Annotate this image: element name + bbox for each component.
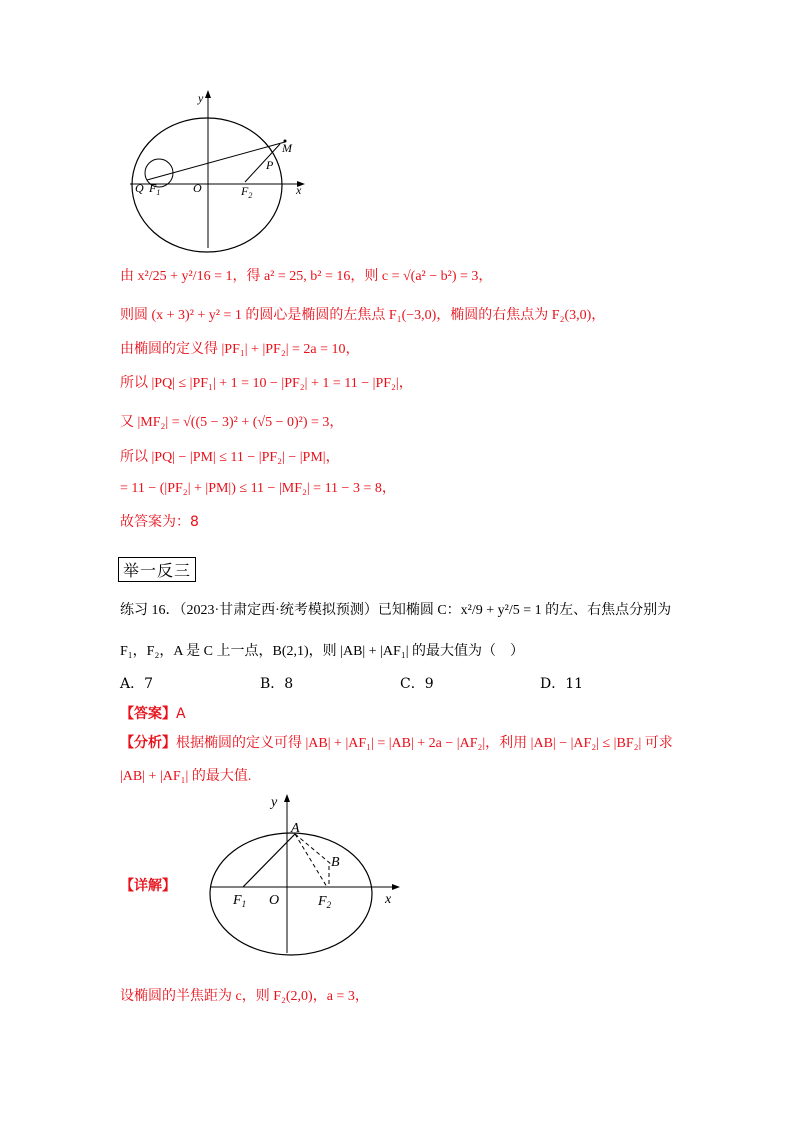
analysis-text-1: 根据椭圆的定义可得 |AB| + |AF₁| = |AB| + 2a − |AF₂|，利用 |AB| − |AF₂| ≤ |BF₂| 可求 bbox=[176, 736, 673, 751]
exercise-stem-2: F₁，F₂，A 是 C 上一点，B(2,1)，则 |AB| + |AF₁| 的最大值为（ ） bbox=[120, 644, 525, 659]
label-q: Q bbox=[135, 181, 144, 195]
detail-label: 【详解】 bbox=[120, 878, 176, 894]
figure-ellipse-circle bbox=[125, 88, 310, 253]
solution-line-1: 由 x²/25 + y²/16 = 1，得 a² = 25, b² = 16，则 c = √(a² − b²) = 3， bbox=[120, 269, 493, 284]
solution-line-5: 又 |MF₂| = √((5 − 3)² + (√5 − 0)²) = 3， bbox=[120, 415, 344, 430]
fig2-label-a: A bbox=[291, 821, 300, 836]
solution-line-4: 所以 |PQ| ≤ |PF₁| + 1 = 10 − |PF₂| + 1 = 11 − |PF₂|， bbox=[120, 376, 413, 391]
label-x: x bbox=[296, 183, 302, 197]
figure-ellipse-triangle bbox=[205, 788, 405, 958]
solution-line-3: 由椭圆的定义得 |PF₁| + |PF₂| = 2a = 10， bbox=[120, 342, 360, 357]
analysis-line-1 bbox=[120, 732, 673, 752]
label-f2: $F_2$ bbox=[241, 184, 253, 200]
option-a: A．7 bbox=[120, 676, 154, 692]
label-y: y bbox=[198, 91, 204, 105]
option-d: D．11 bbox=[540, 676, 584, 692]
solution-line-6: 所以 |PQ| − |PM| ≤ 11 − |PF₂| − |PM|， bbox=[120, 450, 340, 465]
analysis-line-2: |AB| + |AF₁| 的最大值. bbox=[120, 769, 252, 784]
label-m: M bbox=[282, 141, 292, 155]
fig2-label-x: x bbox=[385, 892, 392, 907]
label-o: O bbox=[193, 181, 202, 195]
fig2-label-o: O bbox=[269, 893, 280, 908]
answer-line bbox=[120, 703, 186, 723]
solution-line-2: 则圆 (x + 3)² + y² = 1 的圆心是椭圆的左焦点 F₁(−3,0)，椭圆的右焦点为 F₂(3,0)， bbox=[120, 308, 606, 323]
analysis-label: 【分析】 bbox=[120, 735, 176, 751]
option-b: B．8 bbox=[260, 676, 294, 692]
fig2-label-f1: $F_1$ bbox=[233, 893, 247, 909]
fig2-label-y: y bbox=[271, 795, 278, 810]
option-c: C．9 bbox=[400, 676, 434, 692]
fig2-label-b: B bbox=[331, 855, 340, 870]
exercise-stem-1: 练习 16．（2023·甘肃定西·统考模拟预测）已知椭圆 C：x²/9 + y²/5 = 1 的左、右焦点分别为 bbox=[120, 603, 672, 618]
detail-line: 设椭圆的半焦距为 c，则 F₂(2,0)，a = 3， bbox=[120, 989, 369, 1004]
label-f1: $F_1$ bbox=[149, 181, 161, 197]
solution-answer-line: 故答案为：8 bbox=[120, 514, 199, 530]
answer-label: 【答案】 bbox=[120, 706, 176, 722]
label-p: P bbox=[266, 158, 274, 172]
solution-line-7: = 11 − (|PF₂| + |PM|) ≤ 11 − |MF₂| = 11 − 3 = 8， bbox=[120, 481, 396, 496]
answer-value: A bbox=[176, 706, 186, 722]
section-tag: 举一反三 bbox=[118, 557, 196, 582]
fig2-label-f2: $F_2$ bbox=[318, 894, 332, 910]
